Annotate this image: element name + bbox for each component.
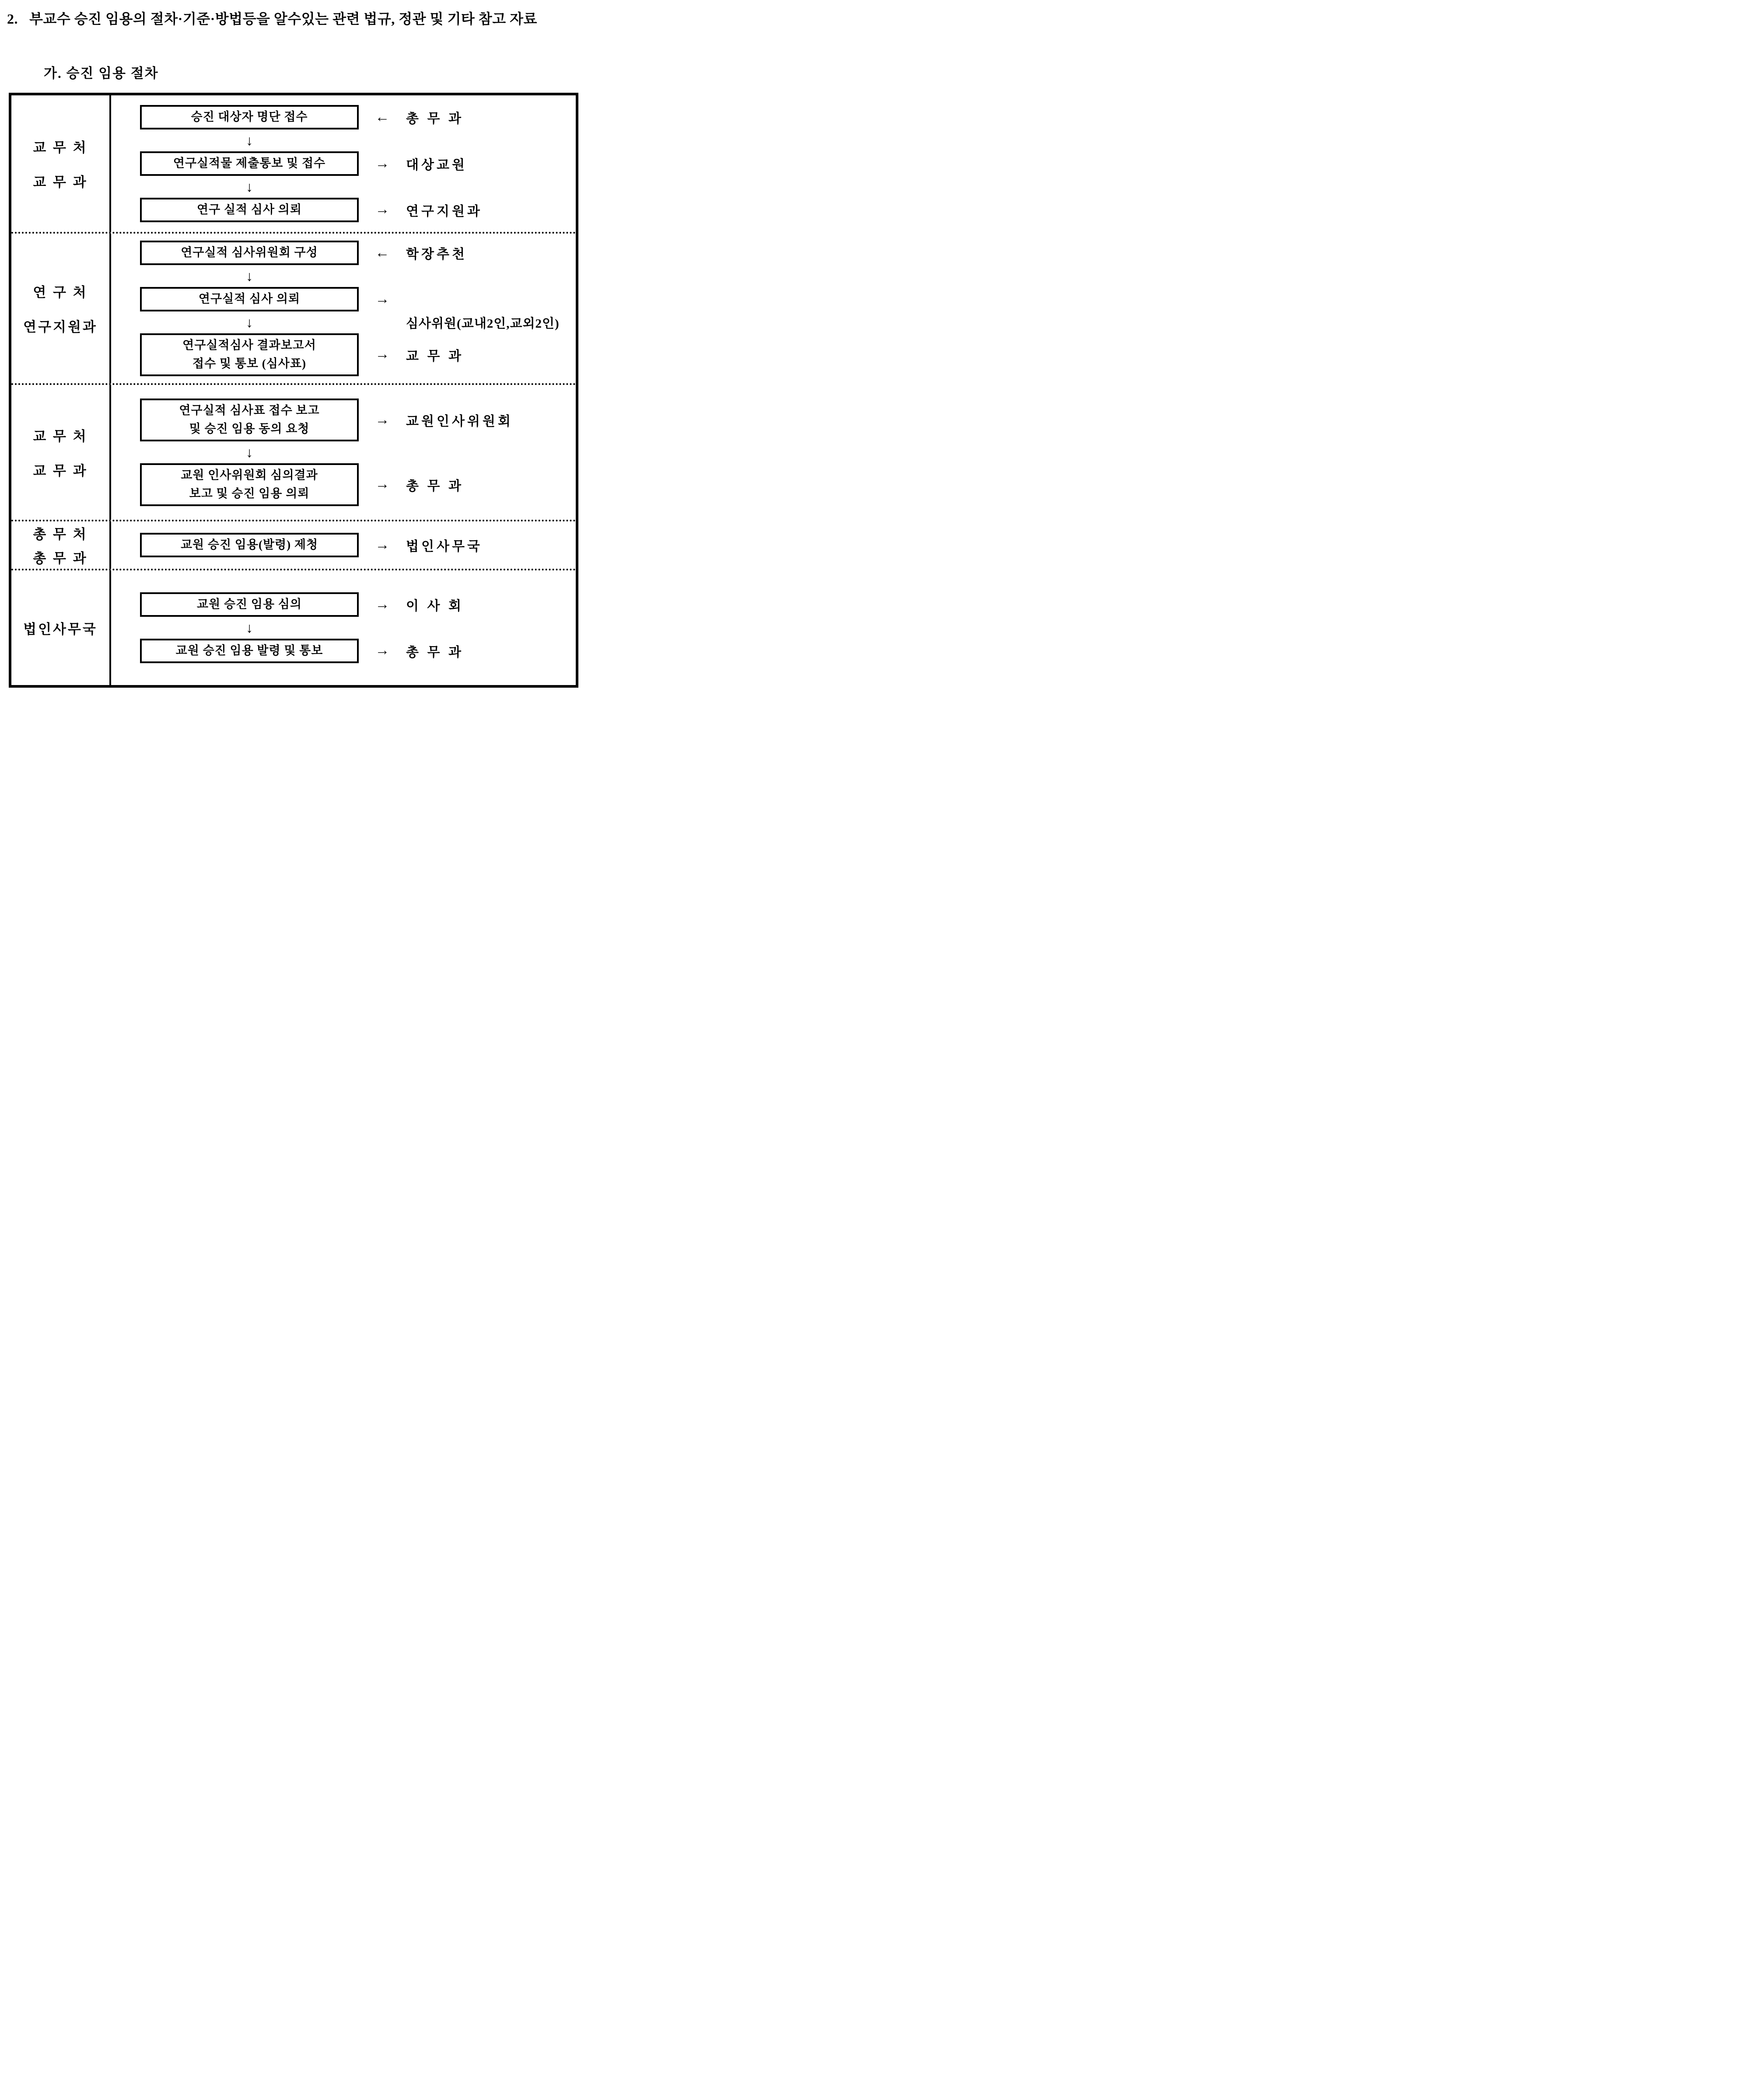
title-number: 2. — [7, 11, 18, 27]
arrow-right-icon: → — [375, 537, 390, 553]
flow-step — [140, 463, 576, 506]
arrow-right-icon: → — [375, 155, 390, 171]
row-label-cell — [11, 385, 111, 520]
process-box — [140, 105, 359, 129]
arrow-right-icon: → — [375, 643, 390, 659]
flow-step — [140, 151, 576, 176]
row-label-line: 교 무 처 — [33, 429, 88, 444]
process-box-line: 접수 및 통보 (심사표) — [192, 357, 306, 370]
down-arrow-icon: ↓ — [246, 444, 253, 460]
process-box-line: 교원 승진 임용(발령) 제청 — [180, 538, 318, 552]
arrow-left-icon: ← — [375, 109, 390, 125]
row-label-cell — [11, 234, 111, 383]
row-label-line: 법인사무국 — [23, 621, 98, 637]
side-label: 이 사 회 — [406, 599, 464, 614]
row-label-line: 교 무 과 — [33, 175, 88, 190]
process-box-line: 연구실적 심사표 접수 보고 — [179, 404, 320, 417]
flow-step — [140, 198, 576, 222]
process-box — [140, 287, 359, 311]
arrow-right-icon: → — [375, 202, 390, 218]
row-label-line: 연 구 처 — [33, 285, 88, 300]
process-box — [140, 533, 359, 557]
arrow-right-icon: → — [375, 346, 390, 363]
process-box-line: 교원 승진 임용 발령 및 통보 — [175, 644, 323, 657]
process-box-line: 연구실적 심사 의뢰 — [198, 292, 301, 306]
table-row — [11, 95, 576, 232]
process-box-line: 및 승진 임용 동의 요청 — [189, 422, 310, 436]
process-box — [140, 399, 359, 441]
down-arrow-icon: ↓ — [246, 315, 253, 330]
down-arrow-icon: ↓ — [246, 178, 253, 195]
flow-step — [140, 533, 576, 557]
flow-cell — [111, 234, 576, 383]
side-label: 연구지원과 — [406, 204, 483, 219]
process-box-line: 승진 대상자 명단 접수 — [191, 110, 308, 124]
arrow-right-icon: → — [375, 476, 390, 493]
process-box — [140, 198, 359, 222]
row-label-line: 교 무 처 — [33, 140, 88, 155]
flow-gap — [140, 265, 576, 287]
flow-gap — [140, 129, 576, 151]
flow-cell — [111, 95, 576, 232]
title-text: 부교수 승진 임용의 절차·기준·방법등을 알수있는 관련 법규, 정관 및 기타 참고 자료 — [29, 11, 537, 27]
gap-label: 심사위원(교내2인,교외2인) — [406, 316, 560, 331]
table-row — [11, 383, 576, 520]
flow-step — [140, 105, 576, 129]
flow-gap — [140, 441, 576, 463]
process-box — [140, 333, 359, 376]
row-label-line: 총 무 과 — [33, 551, 88, 566]
side-label: 교 무 과 — [406, 349, 464, 364]
side-label: 학장추천 — [406, 247, 467, 262]
flow-step — [140, 592, 576, 617]
process-box — [140, 592, 359, 617]
flow-step — [140, 639, 576, 663]
process-box-line: 연구실적물 제출통보 및 접수 — [173, 157, 326, 170]
arrow-left-icon: ← — [375, 245, 390, 261]
flow-cell — [111, 521, 576, 569]
side-label: 교원인사위원회 — [406, 414, 513, 429]
row-label-line: 교 무 과 — [33, 463, 88, 479]
document-title — [7, 8, 581, 28]
side-label: 법인사무국 — [406, 539, 483, 554]
flow-step — [140, 399, 576, 441]
side-label: 총 무 과 — [406, 112, 464, 126]
process-box — [140, 639, 359, 663]
arrow-right-icon: → — [375, 291, 390, 307]
down-arrow-icon: ↓ — [246, 133, 253, 149]
flow-step — [140, 287, 576, 311]
process-box-line: 교원 인사위원회 심의결과 — [181, 469, 318, 482]
row-label-cell — [11, 95, 111, 232]
arrow-right-icon: → — [375, 596, 390, 612]
side-label: 대상교원 — [406, 158, 467, 172]
table-row — [11, 569, 576, 685]
flow-step — [140, 333, 576, 376]
down-arrow-icon: ↓ — [246, 268, 253, 284]
flow-gap — [140, 311, 576, 333]
down-arrow-icon: ↓ — [246, 620, 253, 636]
table-row — [11, 232, 576, 383]
process-box-line: 연구실적심사 결과보고서 — [182, 339, 316, 352]
section-heading: 가. 승진 임용 절차 — [44, 66, 159, 81]
process-box-line: 교원 승진 임용 심의 — [197, 598, 302, 611]
flow-cell — [111, 385, 576, 520]
flow-step — [140, 241, 576, 265]
arrow-right-icon: → — [375, 412, 390, 428]
process-box-line: 연구실적 심사위원회 구성 — [181, 246, 318, 259]
process-box — [140, 463, 359, 506]
table-row — [11, 520, 576, 569]
flow-cell — [111, 570, 576, 685]
flow-gap — [140, 176, 576, 198]
procedure-table — [9, 93, 578, 688]
process-box-line: 보고 및 승진 임용 의뢰 — [189, 486, 310, 500]
side-label: 총 무 과 — [406, 645, 464, 660]
process-box — [140, 151, 359, 176]
process-box-line: 연구 실적 심사 의뢰 — [197, 203, 302, 216]
side-label: 총 무 과 — [406, 479, 464, 493]
process-box — [140, 241, 359, 265]
row-label-line: 총 무 처 — [33, 527, 88, 542]
row-label-line: 연구지원과 — [23, 319, 98, 335]
row-label-cell — [11, 570, 111, 685]
flow-gap — [140, 617, 576, 639]
row-label-cell — [11, 521, 111, 569]
scanned-document-page — [0, 0, 588, 695]
